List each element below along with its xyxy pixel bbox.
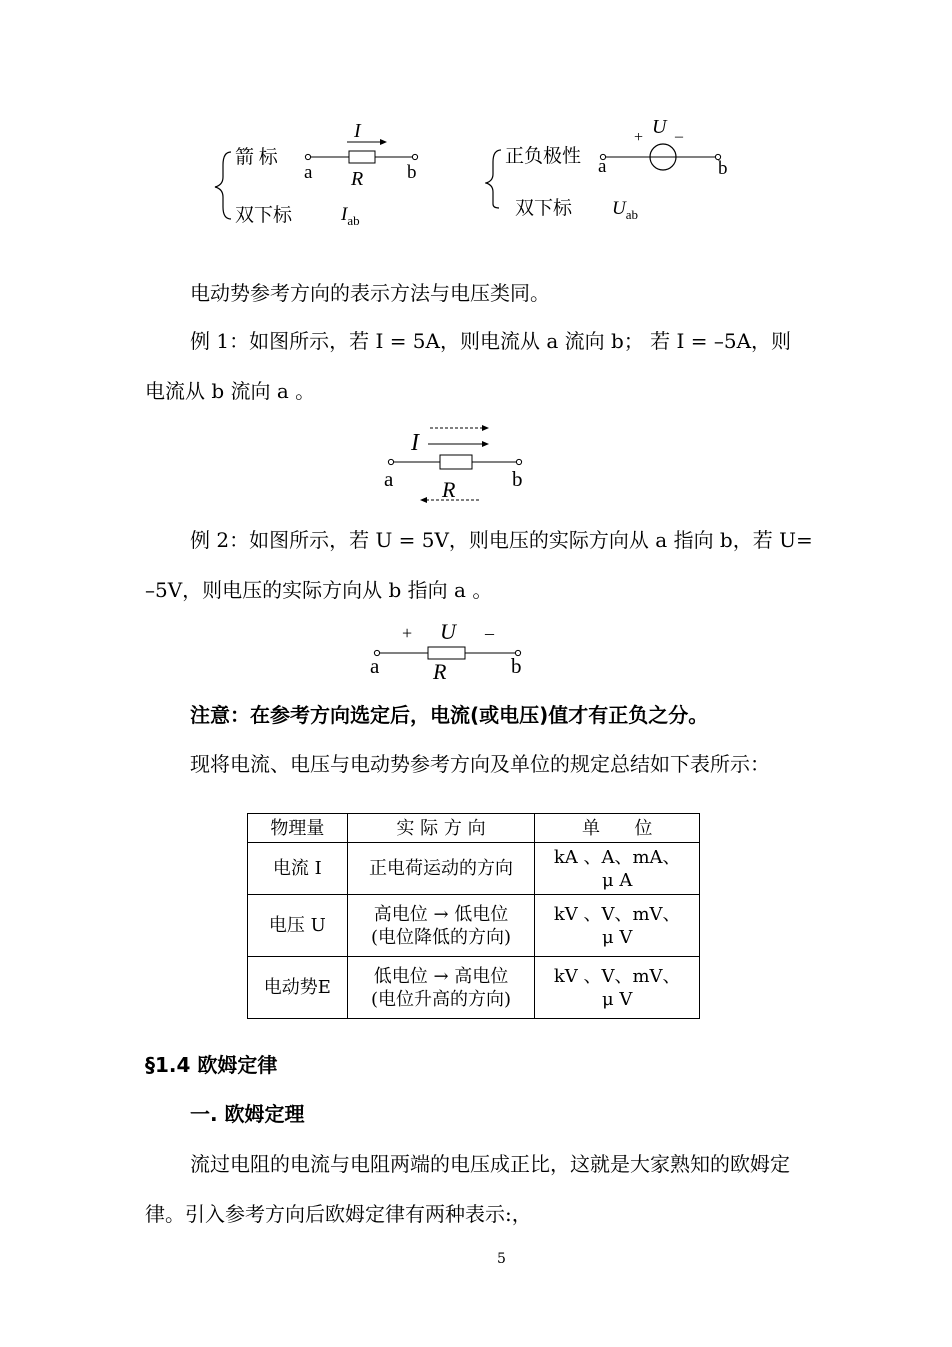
example2-line1: 例 2：如图所示，若 U = 5V，则电压的实际方向从 a 指向 b，若 U=: [190, 528, 813, 552]
row-unit: kA 、A、mA、 μ A: [535, 843, 700, 895]
current-symbol: I: [354, 120, 361, 142]
header-unit: 单 位: [535, 814, 700, 843]
node-b: b: [512, 467, 523, 491]
current-reference-figure: [205, 115, 425, 235]
subscript-symbol: $I_{ab}$: [341, 204, 360, 228]
double-subscript-label: 双下标: [235, 205, 293, 226]
note-text: 注意：在参考方向选定后，电流(或电压)值才有正负之分。: [190, 703, 709, 727]
node-b: b: [718, 158, 728, 179]
ohm-paragraph-line1: 流过电阻的电流与电阻两端的电压成正比，这就是大家熟知的欧姆定: [190, 1152, 790, 1176]
voltage-symbol: U: [440, 619, 456, 644]
table-row: [248, 843, 700, 895]
resistor-symbol: R: [442, 477, 456, 502]
summary-intro: 现将电流、电压与电动势参考方向及单位的规定总结如下表所示：: [190, 752, 770, 776]
minus-sign: –: [675, 128, 683, 145]
row-unit: kV 、V、mV、 μ V: [535, 957, 700, 1019]
resistor-symbol: R: [351, 168, 364, 190]
voltage-symbol: U: [652, 116, 667, 138]
example1-figure: [378, 418, 538, 508]
ohm-paragraph-line2: 律。引入参考方向后欧姆定律有两种表示:，: [145, 1202, 532, 1226]
voltage-reference-figure: [485, 110, 735, 230]
resistor-symbol: R: [433, 659, 447, 684]
arrow-label: 箭 标: [235, 147, 278, 168]
node-b: b: [511, 654, 522, 678]
node-a: a: [370, 654, 380, 678]
row-quantity: 电压 U: [248, 895, 348, 957]
header-direction: 实 际 方 向: [347, 814, 535, 843]
example1-line1: 例 1：如图所示，若 I = 5A，则电流从 a 流向 b； 若 I = –5A，则: [190, 329, 792, 353]
example2-line2: –5V，则电压的实际方向从 b 指向 a 。: [145, 578, 493, 602]
node-a: a: [598, 156, 607, 177]
section-title: §1.4 欧姆定律: [145, 1053, 278, 1077]
row-quantity: 电动势E: [248, 957, 348, 1019]
minus-sign: –: [485, 623, 494, 643]
table-row: [248, 895, 700, 957]
subscript-symbol: $U_{ab}$: [612, 198, 639, 222]
header-quantity: 物理量: [248, 814, 348, 843]
example1-line2: 电流从 b 流向 a 。: [145, 379, 316, 403]
polarity-label: 正负极性: [505, 146, 582, 167]
subsection-title: 一. 欧姆定理: [190, 1102, 305, 1126]
units-table: [247, 813, 700, 1019]
row-direction: 正电荷运动的方向: [347, 843, 535, 895]
double-subscript-label: 双下标: [515, 198, 573, 219]
row-unit: kV 、V、mV、 μ V: [535, 895, 700, 957]
emf-paragraph: 电动势参考方向的表示方法与电压类同。: [190, 281, 550, 305]
row-direction: 低电位 → 高电位 (电位升高的方向): [347, 957, 535, 1019]
node-a: a: [384, 467, 394, 491]
plus-sign: +: [402, 623, 413, 643]
page-number: 5: [497, 1251, 506, 1267]
left-brace: [215, 152, 231, 219]
row-direction: 高电位 → 低电位 (电位降低的方向): [347, 895, 535, 957]
right-brace: [486, 150, 501, 208]
example2-figure: [365, 618, 535, 688]
table-header-row: [248, 814, 700, 843]
node-b: b: [407, 162, 417, 183]
node-a: a: [304, 162, 313, 183]
current-symbol: I: [411, 430, 419, 456]
row-quantity: 电流 I: [248, 843, 348, 895]
table-row: [248, 957, 700, 1019]
plus-sign: +: [634, 129, 644, 146]
